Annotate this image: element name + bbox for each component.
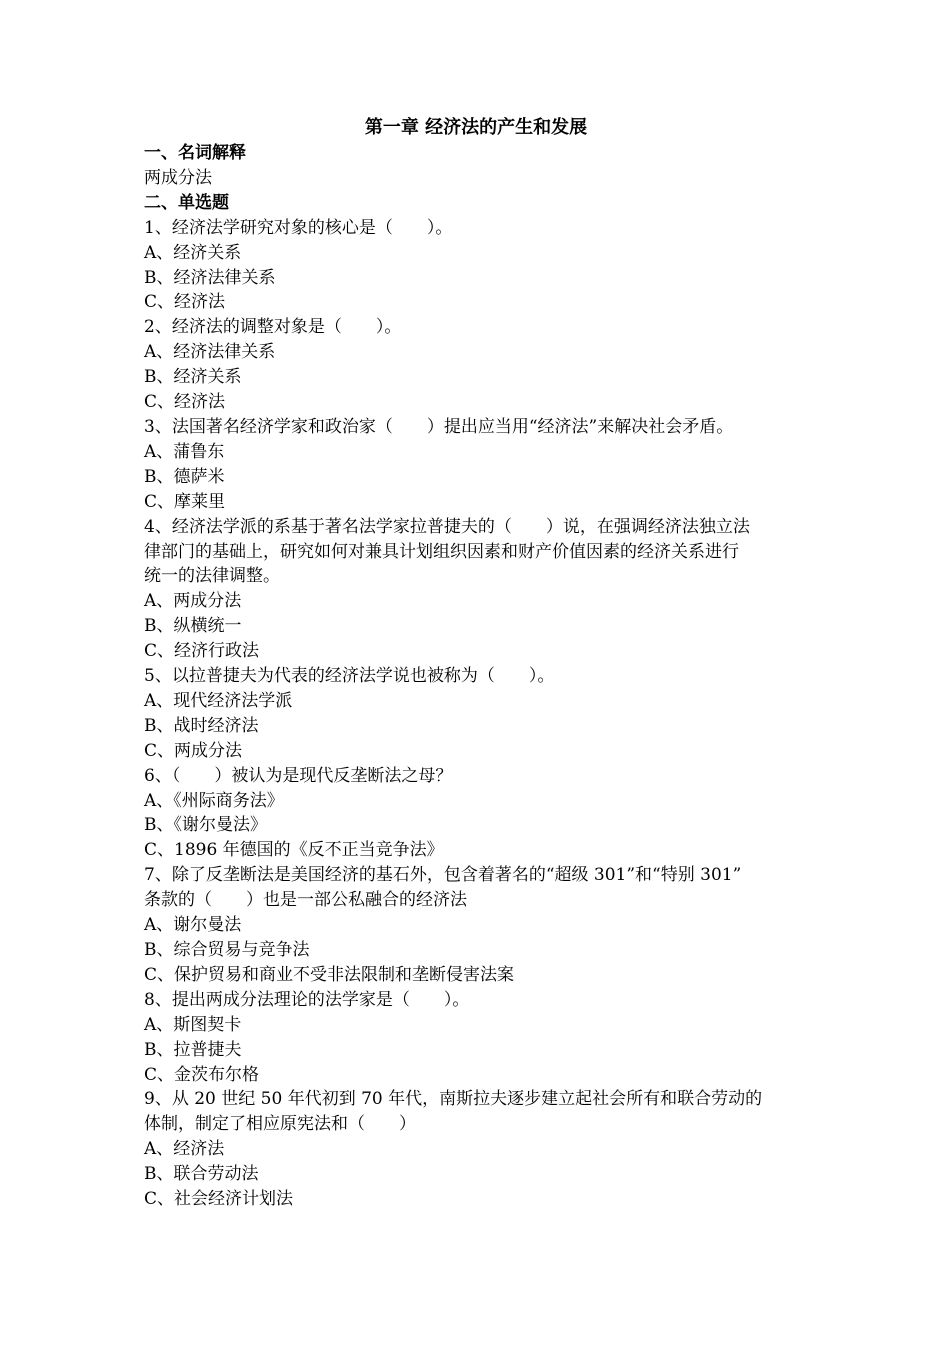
question-block xyxy=(144,764,812,864)
answer-option: B、拉普捷夫 xyxy=(144,1039,242,1060)
question-stem: 1、经济法学研究对象的核心是（ ）。 xyxy=(144,217,453,238)
answer-option: C、两成分法 xyxy=(144,740,243,761)
answer-option: B、综合贸易与竞争法 xyxy=(144,940,310,960)
answer-option: B、纵横统一 xyxy=(144,616,242,637)
answer-option: C、经济法 xyxy=(144,292,226,313)
answer-option: C、1896 年德国的《反不正当竞争法》 xyxy=(144,840,444,861)
answer-option: B、经济法律关系 xyxy=(144,267,276,288)
answer-option: B、经济关系 xyxy=(144,367,242,388)
answer-option: A、两成分法 xyxy=(144,591,242,612)
answer-option: C、保护贸易和商业不受非法限制和垄断侵害法案 xyxy=(144,964,515,985)
question-block xyxy=(144,664,812,764)
question-stem: 9、从 20 世纪 50 年代初到 70 年代，南斯拉夫逐步建立起社会所有和联合劳动的 xyxy=(144,1089,763,1110)
question-block xyxy=(144,415,812,515)
answer-option: B、德萨米 xyxy=(144,466,225,487)
question-stem: 体制，制定了相应原宪法和（ ） xyxy=(144,1114,416,1135)
answer-option: A、经济法律关系 xyxy=(144,342,276,363)
section-heading-definitions: 一、名词解释 xyxy=(144,143,246,163)
answer-option: B、联合劳动法 xyxy=(144,1164,259,1185)
answer-option: C、金茨布尔格 xyxy=(144,1064,260,1085)
question-block xyxy=(144,315,812,415)
answer-option: C、经济法 xyxy=(144,392,226,413)
answer-option: C、社会经济计划法 xyxy=(144,1189,294,1210)
question-list xyxy=(144,216,812,1212)
answer-option: B、战时经济法 xyxy=(144,715,259,736)
definition-term: 两成分法 xyxy=(144,167,212,188)
question-stem: 统一的法律调整。 xyxy=(144,566,280,587)
question-block xyxy=(144,515,812,664)
answer-option: A、《州际商务法》 xyxy=(144,790,284,811)
answer-option: C、经济行政法 xyxy=(144,641,260,662)
question-stem: 5、以拉普捷夫为代表的经济法学说也被称为（ ）。 xyxy=(144,666,555,687)
question-block xyxy=(144,1087,812,1212)
answer-option: A、经济关系 xyxy=(144,242,242,263)
question-stem: 3、法国著名经济学家和政治家（ ）提出应当用“经济法”来解决社会矛盾。 xyxy=(144,416,734,437)
question-block xyxy=(144,216,812,316)
answer-option: A、现代经济法学派 xyxy=(144,690,293,711)
question-stem: 条款的（ ）也是一部公私融合的经济法 xyxy=(144,890,467,911)
question-block xyxy=(144,988,812,1088)
answer-option: A、谢尔曼法 xyxy=(144,915,242,936)
question-stem: 6、（ ）被认为是现代反垄断法之母？ xyxy=(144,765,453,786)
answer-option: A、蒲鲁东 xyxy=(144,441,225,462)
question-stem: 律部门的基础上，研究如何对兼具计划组织因素和财产价值因素的经济关系进行 xyxy=(144,541,739,562)
chapter-title: 第一章 经济法的产生和发展 xyxy=(364,117,588,138)
question-stem: 4、经济法学派的系基于著名法学家拉普捷夫的（ ）说，在强调经济法独立法 xyxy=(144,516,750,537)
question-stem: 2、经济法的调整对象是（ ）。 xyxy=(144,317,402,338)
document-body xyxy=(144,141,812,1212)
answer-option: A、经济法 xyxy=(144,1139,225,1160)
section-heading-single-choice: 二、单选题 xyxy=(144,192,229,213)
answer-option: A、斯图契卡 xyxy=(144,1014,242,1035)
answer-option: C、摩莱里 xyxy=(144,491,226,512)
question-stem: 7、除了反垄断法是美国经济的基石外，包含着著名的“超级 301”和“特别 301” xyxy=(144,865,742,886)
question-block xyxy=(144,863,812,988)
question-stem: 8、提出两成分法理论的法学家是（ ）。 xyxy=(144,989,470,1010)
answer-option: B、《谢尔曼法》 xyxy=(144,815,267,836)
